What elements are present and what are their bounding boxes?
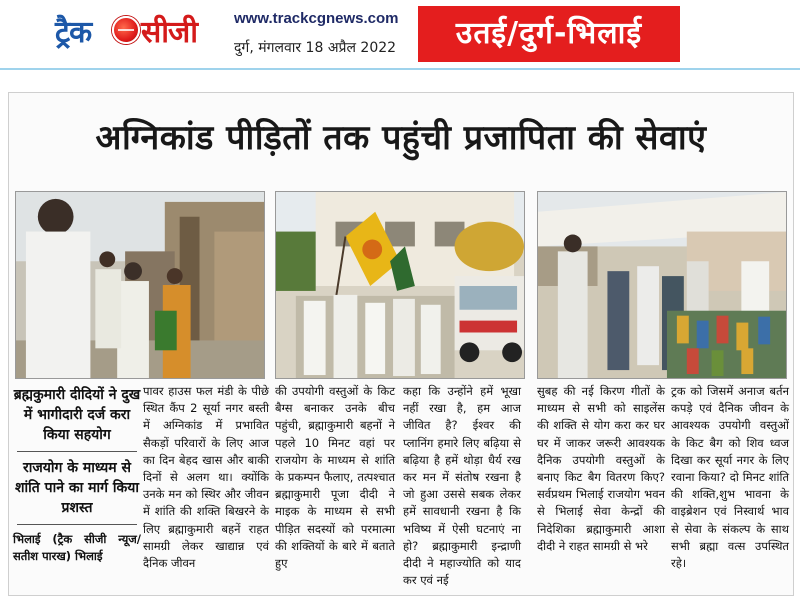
- article-body-column-5: ट्रक को जिसमें अनाज बर्तन कपड़े एवं दैनिक जीवन के आवश्यक उपयोगी वस्तुओं के किट बैग को शिव ध्वज दिखा कर सूर्या नगर के लिए रवाना किया? दो मिनट शांति की शक्ति,शुभ भावना के वाइब्रेशन एवं निस्वार्थ भाव से सेवा के संकल्प के साथ सभी ब्रह्मा वत्स उपस्थित रहे।: [671, 384, 789, 571]
- dateline: दुर्ग, मंगलवार 18 अप्रैल 2022: [234, 40, 397, 56]
- site-url[interactable]: www.trackcgnews.com: [234, 10, 399, 27]
- newspaper-logo[interactable]: [55, 6, 205, 64]
- article-sidebar: [13, 383, 141, 565]
- photo-relief-distribution-image: [16, 192, 264, 378]
- subhead-divider-2: [17, 524, 137, 525]
- article-body-column-1: पावर हाउस फल मंडी के पीछे स्थित कैंप 2 सूर्या नगर बस्ती में अग्निकांड में प्रभावित सैकड़ों परिवारों के लिए आज का दिन बेहद खास और बाकी दिनों से अलग था। क्योंकि उनके मन को स्थिर और जीवन में शांति की शक्ति बिखरने के लिए ब्रह्माकुमारी बहनें राहत सामग्री लेकर खाद्यान्न एवं दैनिक जीवन: [143, 384, 269, 571]
- article-body-column-2: की उपयोगी वस्तुओं के किट बैग्स बनाकर उनके बीच पहुंची, ब्रह्माकुमारी बहनों ने पहले 10 मिनट वहां पर राजयोग के माध्यम से शांति के प्रकम्पन फैलाए, तत्पश्चात ब्रह्माकुमारी पूजा दीदी ने माइक के माध्यम से सभी पीड़ित सदस्यों को परमात्मा की शक्तियों के बारे में बताते हुए: [275, 384, 395, 571]
- masthead: [0, 0, 800, 70]
- article-subhead-2: राजयोग के माध्यम से शांति पाने का मार्ग किया प्रशस्त: [15, 460, 139, 516]
- news-article: [8, 92, 794, 596]
- photo-kit-bags-image: [538, 192, 786, 378]
- globe-icon: [112, 16, 140, 44]
- article-body-column-3: कहा कि उन्होंने हमें भूखा नहीं रखा है, हम आज जीवित है? ईश्वर की प्लानिंग हमारे लिए बढ़िया से बढ़िया है हमें थोड़ा धैर्य रख कर मन में संतोष रखना है जो हुआ उससे सबक लेकर हमें सावधानी रखना है कि भविष्य में ऐसी घटनाएं ना हो? ब्रह्माकुमारी इन्द्राणी दीदी ने महाज्योति को याद कर एवं नई: [403, 384, 521, 588]
- article-photo-relief-distribution: [15, 191, 265, 379]
- subhead-divider: [17, 451, 137, 452]
- article-body-column-4: सुबह की नई किरण गीतों के माध्यम से सभी को साइलेंस की शक्ति से योग करा कर घर घर में जाकर जरूरी आवश्यक दैनिक उपयोगी वस्तुओं के बनाए किट बैग वितरण किए? सर्वप्रथम भिलाई राजयोग भवन से भिलाई सेवा केन्द्रों की निदेशिका ब्रह्माकुमारी आशा दीदी ने राहत सामग्री से भरे: [537, 384, 665, 553]
- article-byline: भिलाई (ट्रैक सीजी न्यूज/सतीश पारख) भिलाई: [13, 532, 141, 563]
- article-headline: अग्निकांड पीड़ितों तक पहुंची प्रजापिता की सेवाएं: [95, 118, 707, 158]
- region-banner: उतई/दुर्ग-भिलाई: [418, 6, 680, 62]
- article-subhead-1: ब्रह्मकुमारी दीदियों ने दुख में भागीदारी दर्ज करा किया सहयोग: [13, 387, 141, 443]
- article-photo-kit-bags: [537, 191, 787, 379]
- logo-text-right: सीजी: [141, 15, 198, 50]
- article-photo-flag-off: [275, 191, 525, 379]
- logo-text-left: ट्रैक: [55, 15, 92, 50]
- photo-flag-off-image: [276, 192, 524, 378]
